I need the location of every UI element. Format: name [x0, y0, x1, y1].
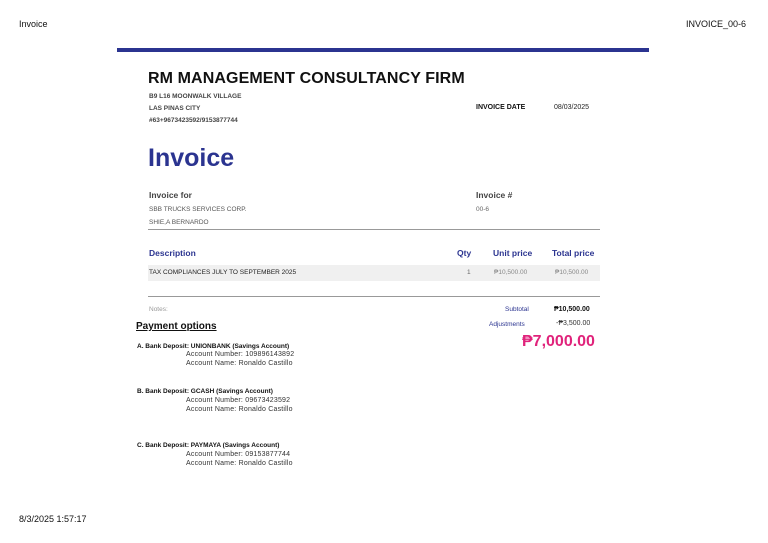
payment-option-account-number: Account Number: 09673423592 [186, 397, 291, 404]
column-header-description: Description [149, 248, 196, 258]
payment-option-bank: A. Bank Deposit: UNIONBANK (Savings Account) [137, 343, 290, 350]
payment-option-bank: C. Bank Deposit: PAYMAYA (Savings Account) [137, 442, 280, 449]
print-header-filename: INVOICE_00-6 [685, 19, 746, 29]
subtotal-value: ₱10,500.00 [554, 306, 590, 313]
divider [148, 296, 600, 297]
company-address-line1: B9 L16 MOONWALK VILLAGE [149, 93, 242, 100]
column-header-unit-price: Unit price [493, 248, 533, 258]
payment-option-account-name: Account Name: Ronaldo Castillo [186, 460, 293, 467]
payment-options-title: Payment options [136, 321, 217, 332]
invoice-number-value: 00-6 [476, 206, 490, 213]
row-description: TAX COMPLIANCES JULY TO SEPTEMBER 2025 [149, 269, 297, 276]
adjustments-label: Adjustments [489, 321, 525, 328]
subtotal-label: Subtotal [505, 306, 529, 313]
payment-option-account-number: Account Number: 109896143892 [186, 351, 295, 358]
invoice-for-label: Invoice for [149, 190, 192, 200]
print-timestamp: 8/3/2025 1:57:17 [19, 514, 87, 524]
row-unit-price: ₱10,500.00 [494, 269, 528, 276]
invoice-number-label: Invoice # [476, 190, 513, 200]
column-header-total-price: Total price [552, 248, 595, 258]
accent-bar [117, 48, 649, 52]
invoice-for-contact: SHIE,A BERNARDO [149, 219, 209, 226]
column-header-qty: Qty [457, 248, 472, 258]
payment-option-account-name: Account Name: Ronaldo Castillo [186, 406, 293, 413]
company-phone: #63+9673423592/9153877744 [149, 117, 238, 124]
adjustments-value: -₱3,500.00 [556, 320, 591, 327]
row-qty: 1 [467, 269, 471, 276]
divider [148, 229, 600, 230]
payment-option-bank: B. Bank Deposit: GCASH (Savings Account) [137, 388, 273, 395]
company-name: RM MANAGEMENT CONSULTANCY FIRM [148, 70, 465, 87]
company-address-line2: LAS PINAS CITY [149, 105, 201, 112]
payment-option-account-number: Account Number: 09153877744 [186, 451, 291, 458]
row-total-price: ₱10,500.00 [555, 269, 589, 276]
invoice-for-company: SBB TRUCKS SERVICES CORP. [149, 206, 247, 213]
grand-total: ₱7,000.00 [522, 333, 595, 350]
payment-option-account-name: Account Name: Ronaldo Castillo [186, 360, 293, 367]
notes-label: Notes: [149, 306, 168, 313]
invoice-date-value: 08/03/2025 [554, 104, 590, 111]
invoice-date-label: INVOICE DATE [476, 104, 526, 111]
document-title: Invoice [148, 144, 235, 172]
print-header-title: Invoice [19, 19, 48, 29]
